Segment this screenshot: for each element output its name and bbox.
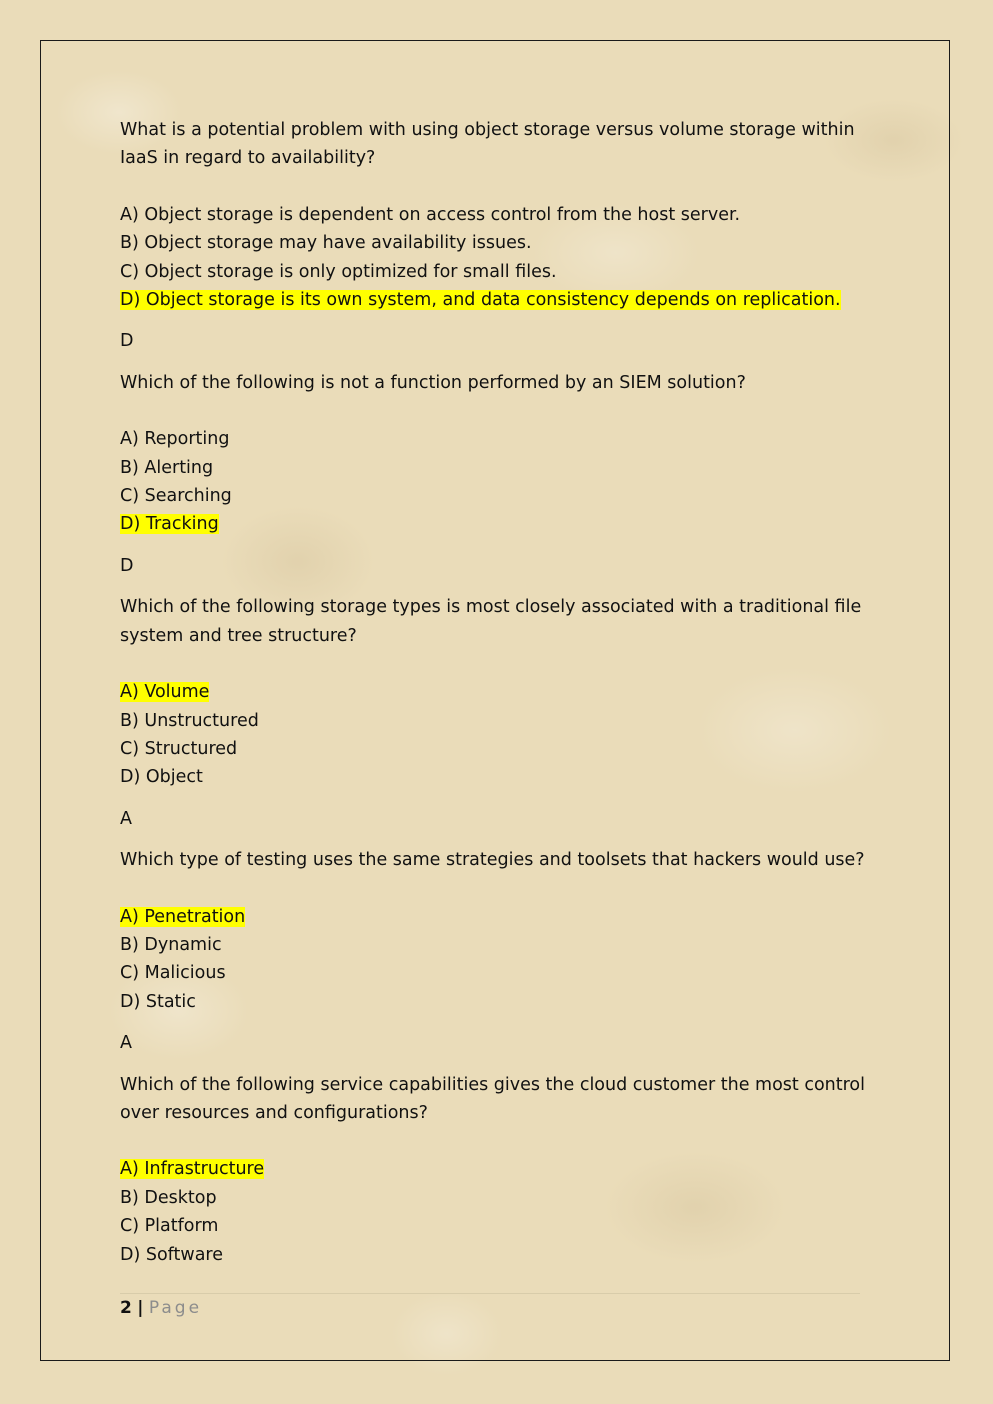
answer-key: A (120, 1033, 132, 1054)
option-b: B) Unstructured (120, 710, 259, 731)
footer-separator: | (137, 1298, 144, 1318)
options-list (120, 425, 880, 539)
option-d-highlighted: D) Tracking (120, 514, 219, 535)
question-text: Which of the following service capabilities gives the cloud customer the most control over resources and configurations? (120, 1074, 865, 1123)
option-b: B) Object storage may have availability issues. (120, 233, 532, 254)
option-b: B) Alerting (120, 457, 214, 478)
option-b: B) Dynamic (120, 934, 222, 955)
option-a-highlighted: A) Penetration (120, 906, 246, 927)
document-body (120, 116, 880, 1269)
option-a: A) Object storage is dependent on access control from the host server. (120, 204, 741, 225)
option-a-highlighted: A) Infrastructure (120, 1159, 265, 1180)
question-text: What is a potential problem with using object storage versus volume storage within IaaS in regard to availability? (120, 120, 855, 169)
option-a-highlighted: A) Volume (120, 682, 210, 703)
question-text: Which type of testing uses the same strategies and toolsets that hackers would use? (120, 850, 865, 871)
page-footer (120, 1293, 860, 1320)
answer-key: D (120, 555, 134, 576)
option-c: C) Object storage is only optimized for small files. (120, 261, 557, 282)
question-text: Which of the following is not a function performed by an SIEM solution? (120, 372, 746, 393)
answer-key: A (120, 808, 132, 829)
page-number: 2 (120, 1298, 132, 1318)
options-list (120, 201, 880, 315)
option-d: D) Object (120, 767, 203, 788)
question-text: Which of the following storage types is most closely associated with a traditional file system and tree structure? (120, 597, 862, 646)
option-d: D) Static (120, 991, 196, 1012)
option-d: D) Software (120, 1244, 224, 1265)
page-label: Page (148, 1298, 203, 1318)
options-list (120, 678, 880, 792)
options-list (120, 903, 880, 1017)
option-c: C) Searching (120, 486, 232, 507)
question-block (120, 369, 880, 580)
question-block (120, 593, 880, 833)
question-block (120, 1071, 880, 1269)
option-d-highlighted: D) Object storage is its own system, and data consistency depends on replication. (120, 290, 841, 311)
answer-key: D (120, 331, 134, 352)
options-list (120, 1155, 880, 1269)
option-c: C) Platform (120, 1216, 219, 1237)
option-c: C) Malicious (120, 963, 226, 984)
question-block (120, 846, 880, 1057)
option-c: C) Structured (120, 738, 238, 759)
question-block (120, 116, 880, 356)
option-a: A) Reporting (120, 429, 230, 450)
option-b: B) Desktop (120, 1187, 217, 1208)
